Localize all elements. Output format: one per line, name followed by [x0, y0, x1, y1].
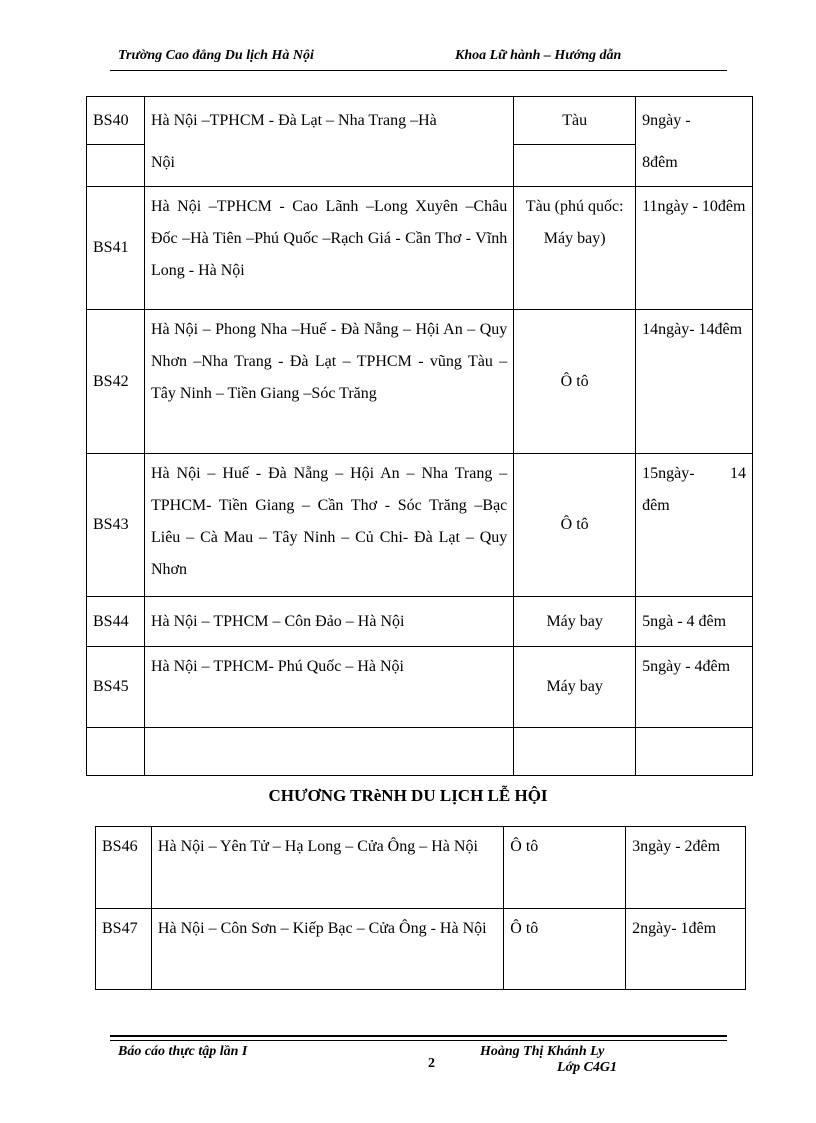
tour-vehicle	[514, 728, 636, 776]
table-row	[87, 647, 753, 728]
tour-code: BS43	[87, 454, 145, 597]
tour-duration: 15ngày- 14 đêm	[636, 454, 753, 597]
tour-code	[87, 145, 145, 187]
tour-route: Hà Nội –TPHCM - Cao Lãnh –Long Xuyên –Châu Đốc –Hà Tiên –Phú Quốc –Rạch Giá - Cần Thơ - Vĩnh Long - Hà Nội	[144, 187, 513, 310]
tour-vehicle: Tàu (phú quốc: Máy bay)	[514, 187, 636, 310]
footer-rule-bottom	[110, 1040, 727, 1041]
tour-route: Nội	[144, 145, 513, 187]
tour-duration	[636, 728, 753, 776]
tour-duration: 5ngà - 4 đêm	[636, 597, 753, 647]
footer-rule-top	[110, 1035, 727, 1037]
tour-duration: 3ngày - 2đêm	[626, 827, 746, 909]
header-department: Khoa Lữ hành – Hướng dẫn	[455, 48, 622, 63]
tour-route	[144, 728, 513, 776]
tour-code: BS41	[87, 187, 145, 310]
tour-duration: 11ngày - 10đêm	[636, 187, 753, 310]
tour-route: Hà Nội –TPHCM - Đà Lạt – Nha Trang –Hà	[144, 97, 513, 145]
footer-author: Hoàng Thị Khánh Ly	[480, 1044, 605, 1059]
tour-vehicle: Ô tô	[504, 909, 626, 990]
table-row	[96, 909, 746, 990]
table-row	[87, 145, 753, 187]
tour-code	[87, 728, 145, 776]
tour-route: Hà Nội – TPHCM – Côn Đảo – Hà Nội	[144, 597, 513, 647]
header-rule	[110, 70, 727, 71]
tour-vehicle: Ô tô	[514, 454, 636, 597]
tour-code: BS45	[87, 647, 145, 728]
table-row	[87, 187, 753, 310]
tour-route: Hà Nội – Yên Tử – Hạ Long – Cửa Ông – Hà Nội	[151, 827, 503, 909]
footer-class: Lớp C4G1	[557, 1060, 618, 1075]
tour-code: BS44	[87, 597, 145, 647]
tour-code: BS40	[87, 97, 145, 145]
section-title: CHƯƠNG TRèNH DU LỊCH LỄ HỘI	[268, 786, 548, 805]
table-row	[96, 827, 746, 909]
tour-route: Hà Nội – Côn Sơn – Kiếp Bạc – Cửa Ông - Hà Nội	[151, 909, 503, 990]
tour-vehicle: Máy bay	[514, 647, 636, 728]
table-row	[87, 728, 753, 776]
tour-duration: 8đêm	[636, 145, 753, 187]
tour-vehicle: Ô tô	[504, 827, 626, 909]
tour-code: BS47	[96, 909, 152, 990]
tour-code: BS46	[96, 827, 152, 909]
table-row	[87, 597, 753, 647]
tour-vehicle: Máy bay	[514, 597, 636, 647]
table-row	[87, 454, 753, 597]
tour-code: BS42	[87, 310, 145, 454]
tour-vehicle	[514, 145, 636, 187]
tour-route: Hà Nội – TPHCM- Phú Quốc – Hà Nội	[144, 647, 513, 728]
footer-report-title: Báo cáo thực tập lần I	[118, 1044, 248, 1059]
festival-tour-table	[95, 826, 746, 990]
tour-vehicle: Tàu	[514, 97, 636, 145]
tour-table-main	[86, 96, 753, 776]
header-school: Trường Cao đẳng Du lịch Hà Nội	[118, 48, 314, 63]
table-row	[87, 310, 753, 454]
tour-duration: 14ngày- 14đêm	[636, 310, 753, 454]
tour-duration: 9ngày -	[636, 97, 753, 145]
table-row	[87, 97, 753, 145]
tour-vehicle: Ô tô	[514, 310, 636, 454]
tour-route: Hà Nội – Huế - Đà Nẵng – Hội An – Nha Trang –TPHCM- Tiền Giang – Cần Thơ - Sóc Trăng –Bạc Liêu – Cà Mau – Tây Ninh – Củ Chi- Đà Lạt – Quy Nhơn	[144, 454, 513, 597]
tour-route: Hà Nội – Phong Nha –Huế - Đà Nẵng – Hội An – Quy Nhơn –Nha Trang - Đà Lạt – TPHCM - vũng Tàu – Tây Ninh – Tiền Giang –Sóc Trăng	[144, 310, 513, 454]
tour-duration: 5ngày - 4đêm	[636, 647, 753, 728]
page-number: 2	[428, 1056, 435, 1071]
tour-duration: 2ngày- 1đêm	[626, 909, 746, 990]
